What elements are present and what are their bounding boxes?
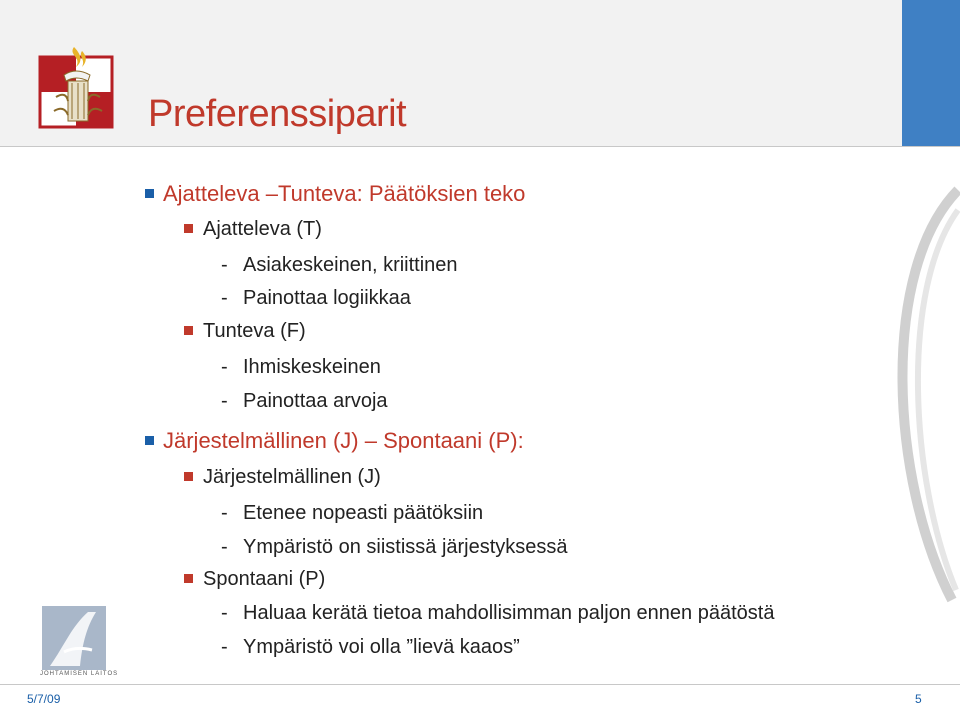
bullet-level3-item	[221, 287, 411, 309]
bullet-text: Järjestelmällinen (J)	[203, 466, 381, 488]
bullet-text: Ympäristö voi olla ”lievä kaaos”	[243, 636, 520, 658]
footer-divider	[0, 684, 960, 685]
square-bullet-icon	[145, 189, 154, 198]
bullet-text: Järjestelmällinen (J) – Spontaani (P):	[163, 428, 524, 453]
bullet-level3-item	[221, 636, 520, 658]
bullet-level3-item	[221, 536, 568, 558]
square-bullet-icon	[184, 472, 193, 481]
bullet-text: Painottaa logiikkaa	[243, 287, 411, 309]
dash-marker: -	[221, 636, 228, 658]
bullet-text: Tunteva (F)	[203, 320, 306, 342]
bullet-level1-item	[163, 183, 525, 205]
bullet-text: Haluaa kerätä tietoa mahdollisimman paljon ennen päätöstä	[243, 602, 775, 624]
dash-marker: -	[221, 602, 228, 624]
bullet-text: Painottaa arvoja	[243, 390, 388, 412]
square-bullet-icon	[184, 574, 193, 583]
department-logo-caption: JOHTAMISEN LAITOS	[40, 671, 119, 677]
footer-page-number: 5	[915, 692, 922, 706]
bullet-level1-item	[163, 430, 524, 452]
bullet-level3-item	[221, 356, 381, 378]
dash-marker: -	[221, 390, 228, 412]
bullet-text: Ajatteleva (T)	[203, 218, 322, 240]
bullet-text: Etenee nopeasti päätöksiin	[243, 502, 484, 524]
square-bullet-icon	[184, 224, 193, 233]
bullet-level2-item	[203, 321, 306, 341]
square-bullet-icon	[145, 436, 154, 445]
bullet-level2-item	[203, 467, 381, 487]
bullet-text: Spontaani (P)	[203, 568, 326, 590]
department-logo-icon	[42, 606, 106, 670]
bullet-text: Ajatteleva –Tunteva: Päätöksien teko	[163, 181, 526, 206]
bullet-level2-item	[203, 219, 322, 239]
bullet-level3-item	[221, 254, 458, 276]
bullet-text: Ympäristö on siistissä järjestyksessä	[243, 536, 568, 558]
dash-marker: -	[221, 536, 228, 558]
dash-marker: -	[221, 502, 228, 524]
bullet-level3-item	[221, 502, 484, 524]
bullet-text: Asiakeskeinen, kriittinen	[243, 254, 458, 276]
dash-marker: -	[221, 254, 228, 276]
dash-marker: -	[221, 287, 228, 309]
square-bullet-icon	[184, 326, 193, 335]
bullet-level2-item	[203, 569, 325, 589]
bullet-level3-item	[221, 390, 388, 412]
bullet-text: Ihmiskeskeinen	[243, 356, 381, 378]
slide-title: Preferenssiparit	[148, 93, 407, 135]
bullet-level3-item	[221, 602, 775, 624]
footer-date: 5/7/09	[27, 692, 61, 706]
dash-marker: -	[221, 356, 228, 378]
